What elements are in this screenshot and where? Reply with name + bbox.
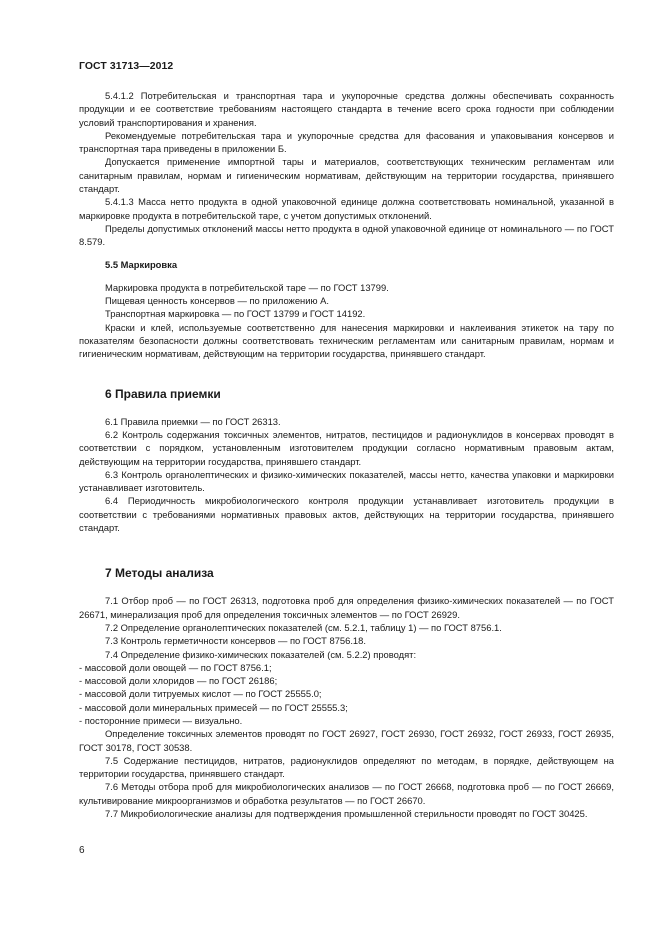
paragraph-7-5: 7.5 Содержание пестицидов, нитратов, радионуклидов определяют по методам, в порядке, действующем на территории государства, принявшего стандарт. <box>79 754 614 780</box>
paragraph-7-7: 7.7 Микробиологические анализы для подтверждения промышленной стерильности проводят по ГОСТ 30425. <box>105 808 588 820</box>
paragraph-inks-adhesives: Краски и клей, используемые соответственно для нанесения маркировки и наклеивания этикеток на тару по показателям безопасности должны соответствовать техническим регламентам или санитарным правилам, нормам и гигиеническим нормативам, действующим на территории государства, принявшего стандарт. <box>79 321 614 360</box>
section-heading-7: 7 Методы анализа <box>105 566 214 581</box>
paragraph-6-4: 6.4 Периодичность микробиологического контроля продукции устанавливает изготовитель продукции в соответствии с требованиями нормативных правовых актов, действующих на территории государства, принявшего стандарт. <box>79 495 614 534</box>
paragraph-7-4: 7.4 Определение физико-химических показателей (см. 5.2.2) проводят: <box>105 648 417 660</box>
paragraph-7-2: 7.2 Определение органолептических показателей (см. 5.2.1, таблицу 1) — по ГОСТ 8756.1. <box>105 621 502 633</box>
paragraph-6-1: 6.1 Правила приемки — по ГОСТ 26313. <box>105 415 281 427</box>
list-item-foreign-matter: - посторонние примеси — визуально. <box>79 714 243 726</box>
paragraph-toxic-elements: Определение токсичных элементов проводят по ГОСТ 26927, ГОСТ 26930, ГОСТ 26932, ГОСТ 26933, ГОСТ 26935, ГОСТ 30178, ГОСТ 30538. <box>79 728 614 753</box>
paragraph-marking-consumer: Маркировка продукта в потребительской таре — по ГОСТ 13799. <box>105 281 389 293</box>
paragraph-recommended-packaging: Рекомендуемые потребительская тара и укупорочные средства для фасования и упаковывания консервов и транспортная тара приведены в приложении Б. <box>79 129 614 155</box>
section-heading-6: 6 Правила приемки <box>105 386 221 401</box>
paragraph-5-4-1-3: 5.4.1.3 Масса нетто продукта в одной упаковочной единице должна соответствовать номинальной, указанной в маркировке продукта в потребительской таре, с учетом допустимых отклонений. <box>79 196 614 221</box>
paragraph-5-4-1-2: 5.4.1.2 Потребительская и транспортная тара и укупорочные средства должны обеспечивать сохранность продукции и ее соответствие требованиям настоящего стандарта в течение всего срока годности при соблюдении условий транспортирования и хранения. <box>79 90 614 128</box>
paragraph-6-2: 6.2 Контроль содержания токсичных элементов, нитратов, пестицидов и радионуклидов в консервах проводят в соответствии с порядком, установленным изготовителем продукции согласно нормативным правовым актам, действующим на территории государства, принявшего стандарт. <box>79 428 614 467</box>
list-item-vegetables: - массовой доли овощей — по ГОСТ 8756.1; <box>79 661 272 673</box>
page-number: 6 <box>79 845 85 856</box>
paragraph-nutritional-value: Пищевая ценность консервов — по приложению А. <box>105 295 329 307</box>
list-item-chlorides: - массовой доли хлоридов — по ГОСТ 26186; <box>79 675 278 687</box>
list-item-acids: - массовой доли титруемых кислот — по ГОСТ 25555.0; <box>79 688 322 700</box>
paragraph-7-6: 7.6 Методы отбора проб для микробиологических анализов — по ГОСТ 26668, подготовка проб — по ГОСТ 26669, культивирование микроорганизмов и обработка результатов — по ГОСТ 26670. <box>79 781 614 806</box>
list-item-mineral-impurities: - массовой доли минеральных примесей — по ГОСТ 25555.3; <box>79 701 348 713</box>
paragraph-6-3: 6.3 Контроль органолептических и физико-химических показателей, массы нетто, качества упаковки и маркировки устанавливает изготовитель. <box>79 468 614 494</box>
paragraph-imported-packaging: Допускается применение импортной тары и материалов, соответствующих техническим регламентам или санитарным правилам, нормам и гигиеническим нормативам, действующим на территории государства, принявшего стандарт. <box>79 156 614 195</box>
standard-header: ГОСТ 31713—2012 <box>79 61 174 72</box>
paragraph-7-1: 7.1 Отбор проб — по ГОСТ 26313, подготовка проб для определения физико-химических показателей — по ГОСТ 26671, минерализация проб для определения токсичных элементов — по ГОСТ 26929. <box>79 595 614 620</box>
document-body <box>79 89 614 820</box>
paragraph-mass-tolerance: Пределы допустимых отклонений массы нетто продукта в одной упаковочной единице от номинального — по ГОСТ 8.579. <box>79 222 614 248</box>
paragraph-transport-marking: Транспортная маркировка — по ГОСТ 13799 и ГОСТ 14192. <box>105 308 366 320</box>
subsection-heading-5-5: 5.5 Маркировка <box>105 258 178 270</box>
paragraph-7-3: 7.3 Контроль герметичности консервов — по ГОСТ 8756.18. <box>105 635 366 647</box>
